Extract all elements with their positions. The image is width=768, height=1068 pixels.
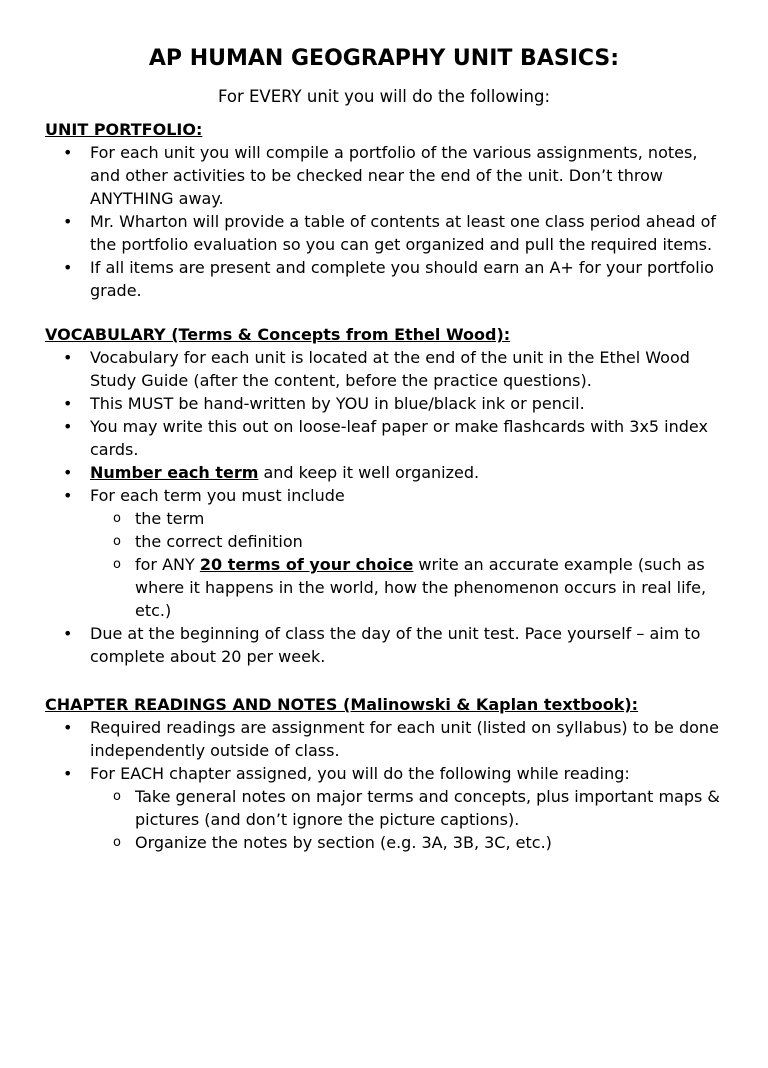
list-item: • Required readings are assignment for each unit (listed on syllabus) to be done independently outside of class. [45,716,723,762]
list-item: • This MUST be hand-written by YOU in blue/black ink or pencil. [45,392,723,415]
list-item: • Vocabulary for each unit is located at the end of the unit in the Ethel Wood Study Guide (after the content, before the practice questions). [45,346,723,392]
list-item [45,484,723,622]
emphasis-text: 20 terms of your choice [199,555,414,574]
emphasis-text: Number each term [90,463,259,482]
sublist-item: o Take general notes on major terms and concepts, plus important maps & pictures (and don’t ignore the picture captions). [90,785,723,831]
page-title: AP HUMAN GEOGRAPHY UNIT BASICS: [148,46,620,71]
vocabulary-list [45,346,723,668]
readings-sublist [90,785,723,854]
portfolio-heading: UNIT PORTFOLIO: [45,120,203,139]
sublist-item: o the correct definition [90,530,723,553]
list-item: • For each unit you will compile a portfolio of the various assignments, notes, and other activities to be checked near the end of the unit. Don’t throw ANYTHING away. [45,141,723,210]
list-item: • Mr. Wharton will provide a table of contents at least one class period ahead of the portfolio evaluation so you can get organized and pull the required items. [45,210,723,256]
include-sublist [90,507,723,622]
sublist-item-text: write an accurate example (such as where it happens in the world, how the phenomenon occurs in real life, etc.) [135,555,707,620]
vocabulary-heading: VOCABULARY (Terms & Concepts from Ethel Wood): [45,325,511,344]
list-item-text: For each term you must include [90,486,345,505]
list-item: • If all items are present and complete you should earn an A+ for your portfolio grade. [45,256,723,302]
sublist-item-text: for ANY [135,555,200,574]
portfolio-list [45,141,723,302]
list-item: • Due at the beginning of class the day of the unit test. Pace yourself – aim to complete about 20 per week. [45,622,723,668]
document-page [0,44,768,1068]
list-item [45,461,723,484]
list-item-text: For EACH chapter assigned, you will do the following while reading: [90,764,630,783]
sublist-item [90,553,723,622]
page-subtitle: For EVERY unit you will do the following: [217,87,551,106]
readings-heading: CHAPTER READINGS AND NOTES (Malinowski & Kaplan textbook): [45,695,639,714]
readings-list [45,716,723,854]
sublist-item: o Organize the notes by section (e.g. 3A, 3B, 3C, etc.) [90,831,723,854]
list-item [45,762,723,854]
list-item: • You may write this out on loose-leaf paper or make flashcards with 3x5 index cards. [45,415,723,461]
list-item-text: and keep it well organized. [258,463,480,482]
sublist-item: o the term [90,507,723,530]
